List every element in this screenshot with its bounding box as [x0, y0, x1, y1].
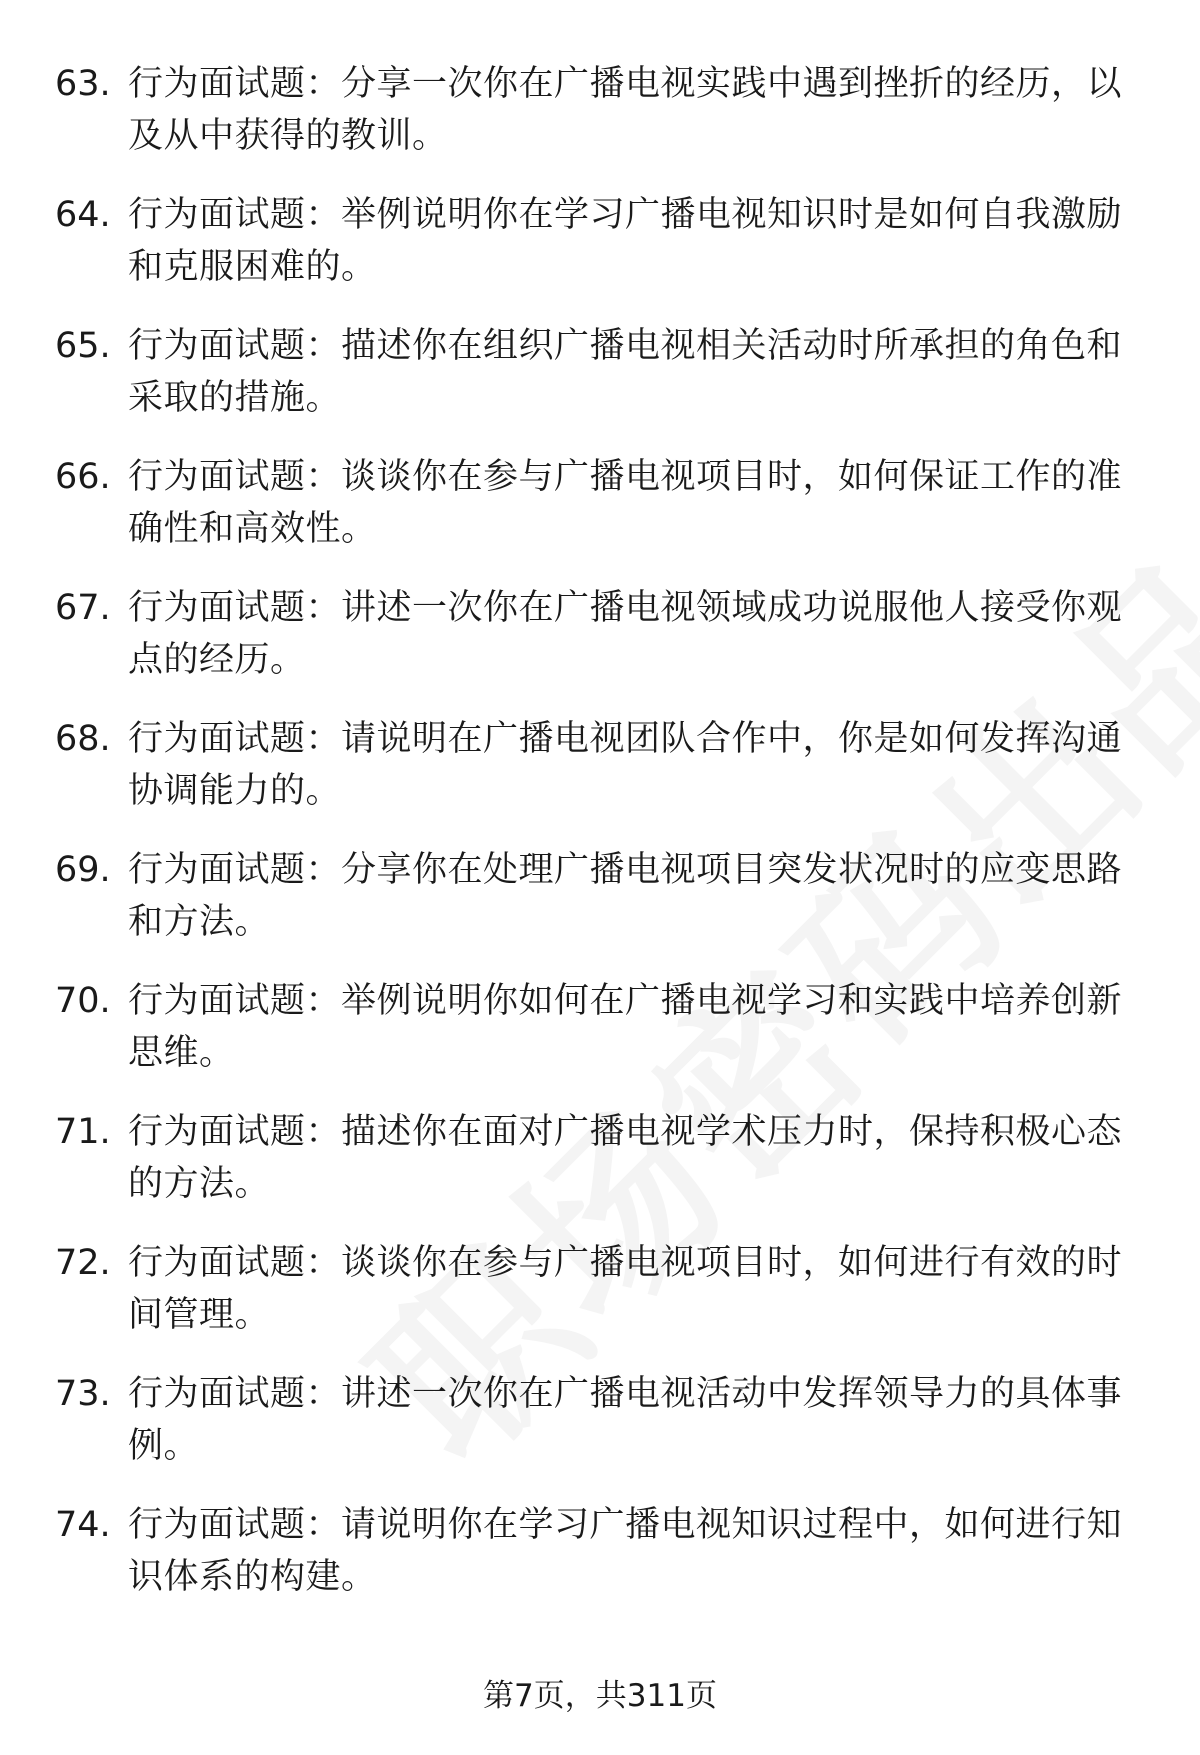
list-item: [0, 1499, 1200, 1630]
list-item: [0, 582, 1200, 713]
list-item: [0, 975, 1200, 1106]
question-number: 69.: [55, 850, 111, 890]
question-number: 63.: [55, 64, 111, 104]
question-text: 行为面试题：描述你在面对广播电视学术压力时，保持积极心态的方法。: [128, 1112, 1123, 1204]
question-text: 行为面试题：请说明你在学习广播电视知识过程中，如何进行知识体系的构建。: [128, 1505, 1123, 1597]
question-number: 65.: [55, 326, 111, 366]
list-item: [0, 58, 1200, 189]
page-number-footer: 第7页，共311页: [483, 1678, 717, 1714]
question-text: 行为面试题：请说明在广播电视团队合作中，你是如何发挥沟通协调能力的。: [128, 719, 1123, 811]
question-text: 行为面试题：分享你在处理广播电视项目突发状况时的应变思路和方法。: [128, 850, 1123, 942]
question-text: 行为面试题：讲述一次你在广播电视领域成功说服他人接受你观点的经历。: [128, 588, 1123, 680]
question-text: 行为面试题：谈谈你在参与广播电视项目时，如何进行有效的时间管理。: [128, 1243, 1123, 1335]
list-item: [0, 844, 1200, 975]
question-text: 行为面试题：举例说明你如何在广播电视学习和实践中培养创新思维。: [128, 981, 1123, 1073]
list-item: [0, 1368, 1200, 1499]
list-item: [0, 1237, 1200, 1368]
question-list: [0, 58, 1200, 1630]
question-text: 行为面试题：举例说明你在学习广播电视知识时是如何自我激励和克服困难的。: [128, 195, 1123, 287]
list-item: [0, 713, 1200, 844]
list-item: [0, 320, 1200, 451]
question-number: 72.: [55, 1243, 111, 1283]
question-number: 70.: [55, 981, 111, 1021]
question-number: 68.: [55, 719, 111, 759]
list-item: [0, 189, 1200, 320]
question-number: 64.: [55, 195, 111, 235]
question-text: 行为面试题：分享一次你在广播电视实践中遇到挫折的经历，以及从中获得的教训。: [128, 64, 1123, 156]
question-number: 66.: [55, 457, 111, 497]
question-number: 74.: [55, 1505, 111, 1545]
question-number: 73.: [55, 1374, 111, 1414]
question-number: 71.: [55, 1112, 111, 1152]
question-text: 行为面试题：讲述一次你在广播电视活动中发挥领导力的具体事例。: [128, 1374, 1123, 1466]
question-number: 67.: [55, 588, 111, 628]
question-text: 行为面试题：描述你在组织广播电视相关活动时所承担的角色和采取的措施。: [128, 326, 1123, 418]
list-item: [0, 451, 1200, 582]
question-text: 行为面试题：谈谈你在参与广播电视项目时，如何保证工作的准确性和高效性。: [128, 457, 1123, 549]
list-item: [0, 1106, 1200, 1237]
